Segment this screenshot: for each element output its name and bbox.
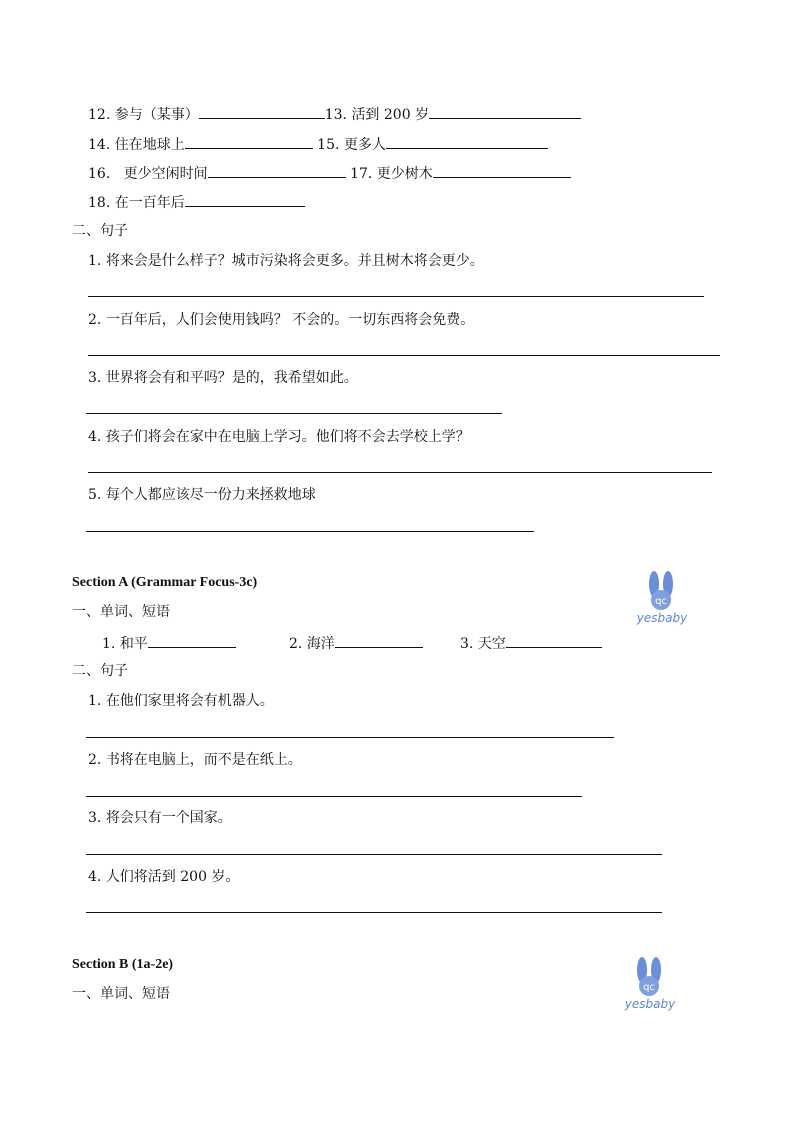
item-number: 1.: [88, 253, 102, 269]
answer-blank[interactable]: [185, 134, 313, 149]
sentence-item-5: [88, 486, 316, 504]
vocab-item-14: [88, 134, 548, 154]
item-text: 每个人都应该尽一份力来拯救地球: [105, 487, 316, 503]
answer-line[interactable]: [86, 737, 614, 738]
item-text: 更少树木: [376, 166, 433, 182]
section-a-sentence-3: [88, 809, 232, 827]
item-text: 书将在电脑上，而不是在纸上。: [105, 752, 302, 768]
logo-mark-text: qc: [655, 596, 667, 607]
answer-blank[interactable]: [199, 104, 325, 119]
answer-line[interactable]: [88, 472, 712, 473]
vocab-item-peace: [102, 633, 236, 653]
item-text: 参与（某事）: [114, 107, 199, 123]
section-a-sentence-1: [88, 692, 274, 710]
logo-mark-text: qc: [643, 982, 655, 993]
vocab-item-sky: [460, 633, 602, 653]
section-a-sentence-2: [88, 751, 302, 769]
item-text: 海洋: [306, 636, 335, 652]
sentence-item-1: [88, 252, 484, 270]
sentence-item-2: [88, 311, 474, 329]
yesbaby-logo: [630, 570, 694, 626]
vocab-item-16: [88, 163, 571, 183]
section-a-vocab-heading: 一、单词、短语: [72, 604, 170, 620]
rabbit-logo-icon: [630, 570, 694, 626]
section-a-sentence-4: [88, 868, 239, 886]
item-number: 12.: [88, 107, 111, 123]
item-text: 活到 200 岁: [351, 107, 430, 123]
item-text: 在他们家里将会有机器人。: [105, 693, 274, 709]
answer-line[interactable]: [86, 531, 534, 532]
answer-blank[interactable]: [335, 633, 423, 648]
item-number: 16.: [88, 166, 111, 182]
answer-blank[interactable]: [208, 163, 346, 178]
item-text: 一百年后，人们会使用钱吗？ 不会的。一切东西将会免费。: [105, 312, 475, 328]
item-text: 人们将活到 200 岁。: [105, 869, 240, 885]
item-number: 1.: [88, 693, 102, 709]
item-number: 18.: [88, 195, 111, 211]
item-text: 孩子们将会在家中在电脑上学习。他们将不会去学校上学？: [105, 429, 470, 445]
sentence-item-3: [88, 369, 358, 387]
vocab-item-ocean: [289, 633, 423, 653]
answer-line[interactable]: [86, 413, 502, 414]
section-b-title: Section B (1a-2e): [72, 957, 174, 972]
item-number: 2.: [88, 312, 102, 328]
item-number: 14.: [88, 137, 111, 153]
item-number: 2.: [88, 752, 102, 768]
vocab-item-18: [88, 192, 305, 212]
item-text: 在一百年后: [114, 195, 185, 211]
section-b-vocab-heading: 一、单词、短语: [72, 986, 170, 1002]
answer-blank[interactable]: [433, 163, 571, 178]
item-number: 2.: [289, 636, 303, 652]
item-number: 1.: [102, 636, 116, 652]
item-number: 3.: [88, 810, 102, 826]
answer-blank[interactable]: [429, 104, 581, 119]
answer-blank[interactable]: [185, 192, 305, 207]
item-text: 将会只有一个国家。: [105, 810, 232, 826]
rabbit-logo-icon: [618, 956, 682, 1012]
answer-line[interactable]: [88, 355, 720, 356]
logo-text: yesbaby: [636, 611, 688, 625]
answer-blank[interactable]: [386, 134, 548, 149]
answer-line[interactable]: [86, 854, 662, 855]
item-number: 3.: [460, 636, 474, 652]
item-text: 和平: [119, 636, 148, 652]
item-number: 4.: [88, 429, 102, 445]
item-number: 3.: [88, 370, 102, 386]
logo-text: yesbaby: [624, 997, 676, 1011]
answer-blank[interactable]: [506, 633, 602, 648]
section-heading: 二、句子: [72, 223, 128, 239]
section-a-title: Section A (Grammar Focus-3c): [72, 575, 258, 590]
item-number: 13.: [324, 107, 347, 123]
sentence-item-4: [88, 428, 470, 446]
answer-line[interactable]: [88, 296, 704, 297]
vocab-item-12: [88, 104, 581, 124]
section-a-sentences-heading: 二、句子: [72, 663, 128, 679]
item-number: 15.: [317, 137, 340, 153]
item-text: 世界将会有和平吗？是的，我希望如此。: [105, 370, 358, 386]
answer-blank[interactable]: [148, 633, 236, 648]
answer-line[interactable]: [86, 912, 662, 913]
item-text: 天空: [477, 636, 506, 652]
item-text: 更多人: [343, 137, 386, 153]
item-number: 5.: [88, 487, 102, 503]
yesbaby-logo: [618, 956, 682, 1012]
item-number: 4.: [88, 869, 102, 885]
item-text: 更少空闲时间: [123, 166, 208, 182]
item-text: 住在地球上: [114, 137, 185, 153]
item-text: 将来会是什么样子？城市污染将会更多。并且树木将会更少。: [105, 253, 484, 269]
answer-line[interactable]: [86, 796, 582, 797]
item-number: 17.: [350, 166, 373, 182]
